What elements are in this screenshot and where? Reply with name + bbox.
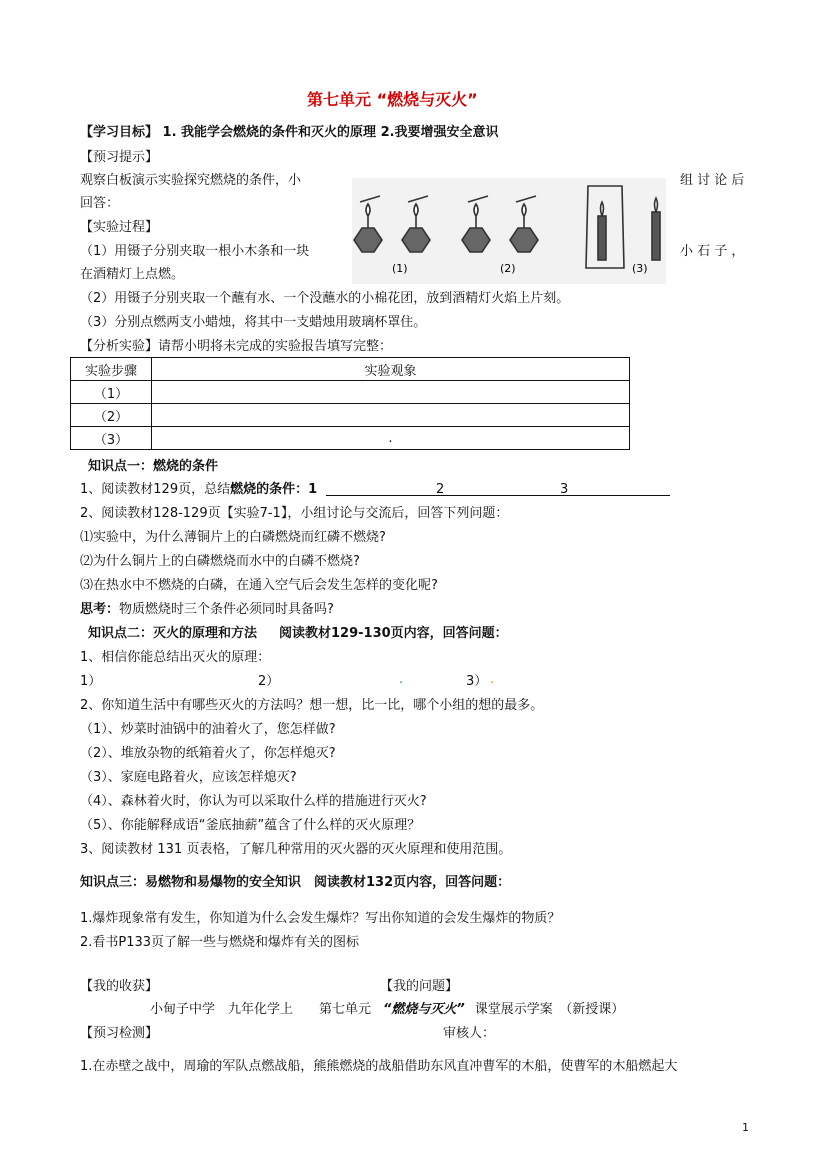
table-cell: （3） — [71, 427, 152, 450]
step1-right: 小 石 子 ， — [680, 244, 745, 259]
k2-heading-tail: 阅读教材129-130页内容，回答问题： — [279, 626, 508, 641]
think-line — [80, 602, 334, 618]
step1-left: （1）用镊子分别夹取一根小木条和一块 — [80, 244, 310, 259]
alcohol-lamp-icon — [510, 196, 538, 252]
k2-item-2: （2）、堆放杂物的纸箱着火了，你怎样熄灭? — [80, 746, 336, 761]
intro-answer: 回答： — [80, 196, 120, 211]
k1-sub1: ⑴实验中，为什么薄铜片上的白磷燃烧而红磷不燃烧? — [80, 530, 386, 545]
alcohol-lamp-icon — [462, 196, 490, 252]
k2-heading-line — [88, 626, 508, 642]
k1-sub2: ⑵为什么铜片上的白磷燃烧而水中的白磷不燃烧? — [80, 554, 360, 569]
table-cell[interactable]: . — [152, 427, 630, 450]
think-text: 物质燃烧时三个条件必须同时具备吗? — [119, 602, 334, 617]
learning-goals — [80, 125, 499, 141]
analysis-label: 【分析实验】 — [80, 339, 159, 354]
table-cell[interactable] — [152, 404, 630, 427]
learning-goals-text: 1. 我能学会燃烧的条件和灭火的原理 2.我要增强安全意识 — [158, 125, 499, 140]
page-title: 第七单元 “燃烧与灭火” — [307, 90, 478, 109]
k1-q1-bold: 燃烧的条件：1 — [230, 482, 318, 497]
report-table — [70, 357, 630, 450]
blank-number-3: 3 — [560, 482, 569, 497]
k2-q1: 1、相信你能总结出灭火的原理： — [80, 650, 271, 665]
learning-goals-label: 【学习目标】 — [80, 125, 159, 140]
my-questions-label: 【我的问题】 — [380, 979, 459, 994]
experiment-figure — [352, 178, 666, 284]
glass-covered-candle-icon — [586, 186, 624, 268]
k2-q3: 3、阅读教材 131 页表格，了解几种常用的灭火器的灭火原理和使用范围。 — [80, 842, 512, 857]
intro-right: 组 讨 论 后 — [680, 173, 745, 188]
k2-dot-orange: . — [490, 672, 495, 687]
table-cell: （2） — [71, 404, 152, 427]
table-row — [71, 427, 630, 450]
analysis-text: 请帮小明将未完成的实验报告填写完整： — [158, 339, 393, 354]
k1-heading: 知识点一：燃烧的条件 — [88, 459, 219, 474]
intro-left: 观察白板演示实验探究燃烧的条件，小 — [80, 173, 302, 188]
k2-heading: 知识点二：灭火的原理和方法 — [88, 626, 258, 641]
preview-check-label: 【预习检测】 — [80, 1026, 159, 1041]
k2-blank-3: 3） — [466, 674, 488, 689]
k2-item-5: （5）、你能解释成语“釜底抽薪”蕴含了什么样的灭火原理？ — [80, 818, 421, 833]
k3-q1: 1.爆炸现象常有发生，你知道为什么会发生爆炸？写出你知道的会发生爆炸的物质？ — [80, 911, 561, 926]
k2-blank-1: 1） — [80, 674, 102, 689]
k1-q2 — [80, 506, 508, 522]
page-number: 1 — [742, 1121, 749, 1134]
k3-heading: 知识点三：易燃物和易爆物的安全知识 阅读教材132页内容，回答问题： — [80, 875, 511, 890]
school-info: 小甸子中学 九年化学上 第七单元 — [150, 1002, 372, 1017]
alcohol-lamp-icon — [402, 196, 430, 252]
table-header: 实验步骤 — [71, 358, 152, 381]
table-row — [71, 404, 630, 427]
course-type: 课堂展示学案 （新授课） — [474, 1002, 625, 1017]
step2: （2）用镊子分别夹取一个蘸有水、一个没蘸水的小棉花团，放到酒精灯火焰上片刻。 — [80, 291, 570, 306]
answer-underline[interactable] — [326, 495, 670, 496]
check-question-1: 1.在赤壁之战中，周瑜的军队点燃战船，熊熊燃烧的战船借助东风直冲曹军的木船，使曹军的木船燃起大 — [80, 1059, 678, 1074]
figure-label-1: (1) — [392, 262, 408, 275]
course-header — [150, 1002, 624, 1018]
k1-sub3: ⑶在热水中不燃烧的白磷，在通入空气后会发生怎样的变化呢? — [80, 578, 438, 593]
alcohol-lamp-icon — [354, 196, 382, 252]
step3: （3）分别点燃两支小蜡烛，将其中一支蜡烛用玻璃杯罩住。 — [80, 315, 427, 330]
k2-item-1: （1）、炒菜时油锅中的油着火了，您怎样做? — [80, 722, 336, 737]
k1-q1-text: 1、阅读教材129页，总结 — [80, 482, 231, 497]
step1-continued: 在酒精灯上点燃。 — [80, 267, 185, 282]
k2-blank-2: 2） — [258, 674, 280, 689]
table-header-row — [71, 358, 630, 381]
k1-q2-tail: ，小组讨论与交流后，回答下列问题： — [287, 506, 509, 521]
blank-number-2: 2 — [436, 482, 445, 497]
k2-item-3: （3）、家庭电路着火，应该怎样熄灭? — [80, 770, 297, 785]
my-gains-label: 【我的收获】 — [80, 979, 159, 994]
table-cell[interactable] — [152, 381, 630, 404]
figure-label-2: (2) — [500, 262, 516, 275]
reviewer-label: 审核人： — [443, 1026, 496, 1041]
k1-q1 — [80, 482, 317, 498]
k3-q2: 2.看书P133页了解一些与燃烧和爆炸有关的图标 — [80, 935, 360, 950]
unit-name: “燃烧与灭火” — [383, 1002, 465, 1017]
process-label: 【实验过程】 — [80, 220, 159, 235]
k2-q2: 2、你知道生活中有哪些灭火的方法吗？想一想，比一比，哪个小组的想的最多。 — [80, 698, 544, 713]
figure-label-3: (3) — [632, 262, 648, 275]
experiment-illustration — [352, 178, 666, 284]
k1-q2-text: 2、阅读教材128-129页【实验7-1】 — [80, 506, 288, 521]
k2-dot-green: . — [399, 672, 404, 687]
k2-item-4: （4）、森林着火时，你认为可以采取什么样的措施进行灭火? — [80, 794, 427, 809]
candle-icon — [652, 198, 660, 260]
table-header: 实验观象 — [152, 358, 630, 381]
preview-tip-label: 【预习提示】 — [80, 150, 159, 165]
table-row — [71, 381, 630, 404]
analysis-line — [80, 339, 392, 355]
table-cell: （1） — [71, 381, 152, 404]
think-label: 思考： — [80, 602, 120, 617]
